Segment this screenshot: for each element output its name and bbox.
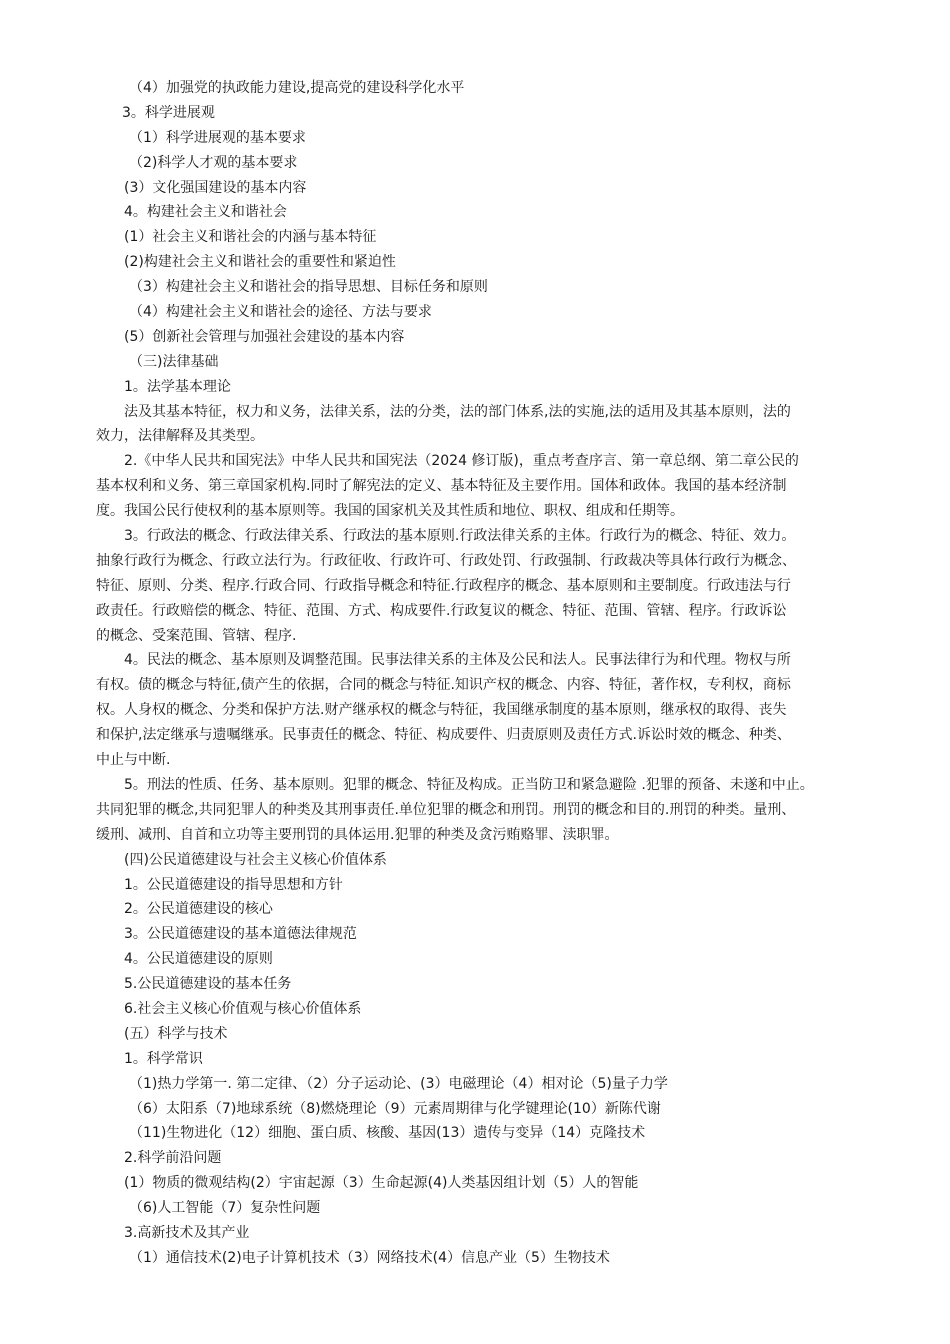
text-line: 1。公民道德建设的指导思想和方针: [124, 876, 343, 893]
paragraph-line: 5。刑法的性质、任务、基本原则。犯罪的概念、特征及构成。正当防卫和紧急避险 .犯罪的预备、未遂和中止。: [124, 776, 814, 793]
paragraph-line: 2.《中华人民共和国宪法》中华人民共和国宪法（2024 修订版)，重点考查序言、第一章总纲、第二章公民的: [124, 453, 799, 470]
section-heading: （三)法律基础: [129, 353, 219, 370]
text-line: (1）物质的微观结构(2）宇宙起源（3）生命起源(4)人类基因组计划（5）人的智能: [124, 1175, 639, 1192]
text-line: (2)构建社会主义和谐社会的重要性和紧迫性: [124, 254, 396, 271]
paragraph-line: 特征、原则、分类、程序.行政合同、行政指导概念和特征.行政程序的概念、基本原则和主要制度。行政违法与行: [96, 577, 791, 594]
text-line: (3）文化强国建设的基本内容: [124, 179, 307, 196]
text-line: （1)热力学第一. 第二定律、（2）分子运动论、(3）电磁理论（4）相对论（5)量子力学: [129, 1075, 668, 1092]
text-line: （1）通信技术(2)电子计算机技术（3）网络技术(4）信息产业（5）生物技术: [129, 1249, 610, 1266]
text-line: 2。公民道德建设的核心: [124, 901, 273, 918]
paragraph-line: 和保护,法定继承与遗嘱继承。民事责任的概念、特征、构成要件、归责原则及责任方式.诉讼时效的概念、种类、: [96, 727, 791, 744]
text-line: 3。公民道德建设的基本道德法律规范: [124, 926, 357, 943]
text-line: （11)生物进化（12）细胞、蛋白质、核酸、基因(13）遗传与变异（14）克隆技术: [129, 1125, 646, 1142]
paragraph-line: 政责任。行政赔偿的概念、特征、范围、方式、构成要件.行政复议的概念、特征、范围、管辖、程序。行政诉讼: [96, 602, 787, 619]
text-line: （2)科学人才观的基本要求: [129, 154, 298, 171]
section-heading: (五）科学与技术: [124, 1025, 228, 1042]
text-line: 1。科学常识: [124, 1050, 203, 1067]
paragraph-line: 有权。债的概念与特征,债产生的依据，合同的概念与特征.知识产权的概念、内容、特征，著作权，专利权，商标: [96, 677, 791, 694]
text-line: 3。科学进展观: [122, 104, 215, 121]
text-line: 1。法学基本理论: [124, 378, 231, 395]
text-line: 6.社会主义核心价值观与核心价值体系: [124, 1000, 362, 1017]
text-line: 4。公民道德建设的原则: [124, 951, 273, 968]
paragraph-line: 基本权利和义务、第三章国家机构.同时了解宪法的定义、基本特征及主要作用。国体和政体。我国的基本经济制: [96, 478, 787, 495]
text-line: （3）构建社会主义和谐社会的指导思想、目标任务和原则: [129, 279, 488, 296]
text-line: 3.高新技术及其产业: [124, 1224, 250, 1241]
paragraph-line: 3。行政法的概念、行政法律关系、行政法的基本原则.行政法律关系的主体。行政行为的概念、特征、效力。: [124, 528, 796, 545]
paragraph-line: 法及其基本特征，权力和义务，法律关系，法的分类，法的部门体系,法的实施,法的适用及其基本原则，法的: [124, 403, 791, 420]
paragraph-line: 共同犯罪的概念,共同犯罪人的种类及其刑事责任.单位犯罪的概念和刑罚。刑罚的概念和目的.刑罚的种类。量刑、: [96, 801, 796, 818]
paragraph-line: 的概念、受案范围、管辖、程序.: [96, 627, 297, 644]
paragraph-line: 中止与中断.: [96, 752, 171, 769]
paragraph-line: 4。民法的概念、基本原则及调整范围。民事法律关系的主体及公民和法人。民事法律行为和代理。物权与所: [124, 652, 791, 669]
document-body: [96, 76, 866, 1271]
paragraph-line: 缓刑、减刑、自首和立功等主要刑罚的具体运用.犯罪的种类及贪污贿赂罪、渎职罪。: [96, 826, 619, 843]
section-heading: (四)公民道德建设与社会主义核心价值体系: [124, 851, 387, 868]
paragraph-line: 度。我国公民行使权利的基本原则等。我国的国家机关及其性质和地位、职权、组成和任期等。: [96, 503, 684, 520]
text-line: 4。构建社会主义和谐社会: [124, 204, 287, 221]
text-line: (5）创新社会管理与加强社会建设的基本内容: [124, 328, 405, 345]
paragraph-line: 效力，法律解释及其类型。: [96, 428, 264, 445]
text-line: 2.科学前沿问题: [124, 1150, 222, 1167]
text-line: （4）构建社会主义和谐社会的途径、方法与要求: [129, 304, 432, 321]
text-line: (1）社会主义和谐社会的内涵与基本特征: [124, 229, 377, 246]
text-line: （1）科学进展观的基本要求: [129, 129, 306, 146]
text-line: （6)人工智能（7）复杂性问题: [129, 1200, 321, 1217]
paragraph-line: 权。人身权的概念、分类和保护方法.财产继承权的概念与特征，我国继承制度的基本原则，继承权的取得、丧失: [96, 702, 787, 719]
text-line: （6）太阳系（7)地球系统（8)燃烧理论（9）元素周期律与化学键理论(10）新陈代谢: [129, 1100, 661, 1117]
paragraph-line: 抽象行政行为概念、行政立法行为。行政征收、行政许可、行政处罚、行政强制、行政裁决等具体行政行为概念、: [96, 552, 796, 569]
text-line: 5.公民道德建设的基本任务: [124, 976, 292, 993]
text-line: （4）加强党的执政能力建设,提高党的建设科学化水平: [129, 80, 465, 96]
